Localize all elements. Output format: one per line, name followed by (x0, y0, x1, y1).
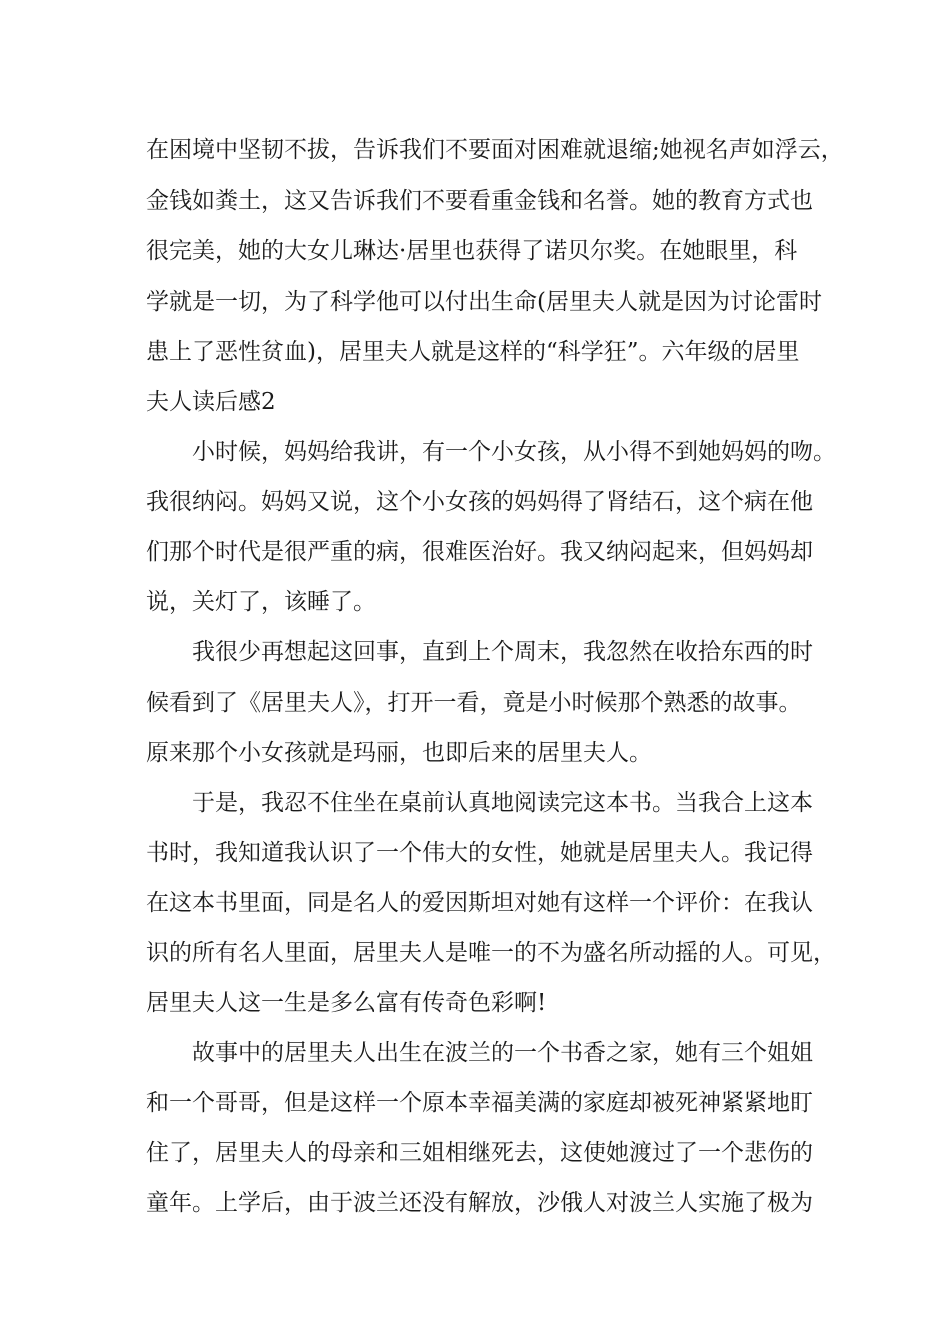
text-line (0, 1036, 950, 1070)
text-line (0, 435, 950, 469)
text-line (0, 385, 950, 419)
text-line (0, 184, 950, 218)
text-line (0, 535, 950, 569)
text-line (0, 335, 950, 369)
line-text: 识的所有名人里面，居里夫人是唯一的不为盛名所动摇的人。可见， (146, 940, 836, 966)
line-text: 学就是一切，为了科学他可以付出生命(居里夫人就是因为讨论雷时 (146, 289, 822, 315)
text-line (0, 1136, 950, 1170)
line-text: 候看到了《居里夫人》，打开一看，竟是小时候那个熟悉的故事。 (146, 690, 802, 716)
line-text: 在困境中坚韧不拔，告诉我们不要面对困难就退缩;她视名声如浮云， (146, 137, 844, 163)
text-line (0, 1186, 950, 1220)
line-text: 们那个时代是很严重的病，很难医治好。我又纳闷起来，但妈妈却 (146, 539, 813, 565)
line-text: 原来那个小女孩就是玛丽，也即后来的居里夫人。 (146, 740, 652, 766)
text-line (0, 686, 950, 720)
line-text: 于是，我忍不住坐在桌前认真地阅读完这本书。当我合上这本 (192, 790, 813, 816)
text-line (0, 285, 950, 319)
line-text: 小时候，妈妈给我讲，有一个小女孩，从小得不到她妈妈的吻。 (192, 439, 836, 465)
text-line (0, 836, 950, 870)
text-line (0, 1086, 950, 1120)
line-text: 书时，我知道我认识了一个伟大的女性，她就是居里夫人。我记得 (146, 840, 813, 866)
line-text: 童年。上学后，由于波兰还没有解放，沙俄人对波兰人实施了极为 (146, 1190, 813, 1216)
line-text: 在这本书里面，同是名人的爱因斯坦对她有这样一个评价：在我认 (146, 890, 813, 916)
line-text: 患上了恶性贫血)，居里夫人就是这样的“科学狂”。六年级的居里 (146, 339, 800, 365)
text-line (0, 786, 950, 820)
text-line (0, 234, 950, 268)
line-text: 居里夫人这一生是多么富有传奇色彩啊! (146, 990, 547, 1016)
line-text: 说，关灯了，该睡了。 (146, 589, 376, 615)
text-line (0, 936, 950, 970)
line-text: 住了，居里夫人的母亲和三姐相继死去，这使她渡过了一个悲伤的 (146, 1140, 813, 1166)
line-text: 金钱如粪土，这又告诉我们不要看重金钱和名誉。她的教育方式也 (146, 188, 813, 214)
text-line (0, 986, 950, 1020)
text-line (0, 886, 950, 920)
line-text: 很完美，她的大女儿琳达·居里也获得了诺贝尔奖。在她眼里，科 (146, 238, 798, 264)
line-text: 和一个哥哥，但是这样一个原本幸福美满的家庭却被死神紧紧地盯 (146, 1090, 813, 1116)
line-text: 夫人读后感2 (146, 389, 276, 415)
text-line (0, 585, 950, 619)
text-line (0, 133, 950, 167)
line-text: 故事中的居里夫人出生在波兰的一个书香之家，她有三个姐姐 (192, 1040, 813, 1066)
text-line (0, 485, 950, 519)
text-line (0, 736, 950, 770)
line-text: 我很纳闷。妈妈又说，这个小女孩的妈妈得了肾结石，这个病在他 (146, 489, 813, 515)
text-line (0, 635, 950, 669)
line-text: 我很少再想起这回事，直到上个周末，我忽然在收拾东西的时 (192, 639, 813, 665)
